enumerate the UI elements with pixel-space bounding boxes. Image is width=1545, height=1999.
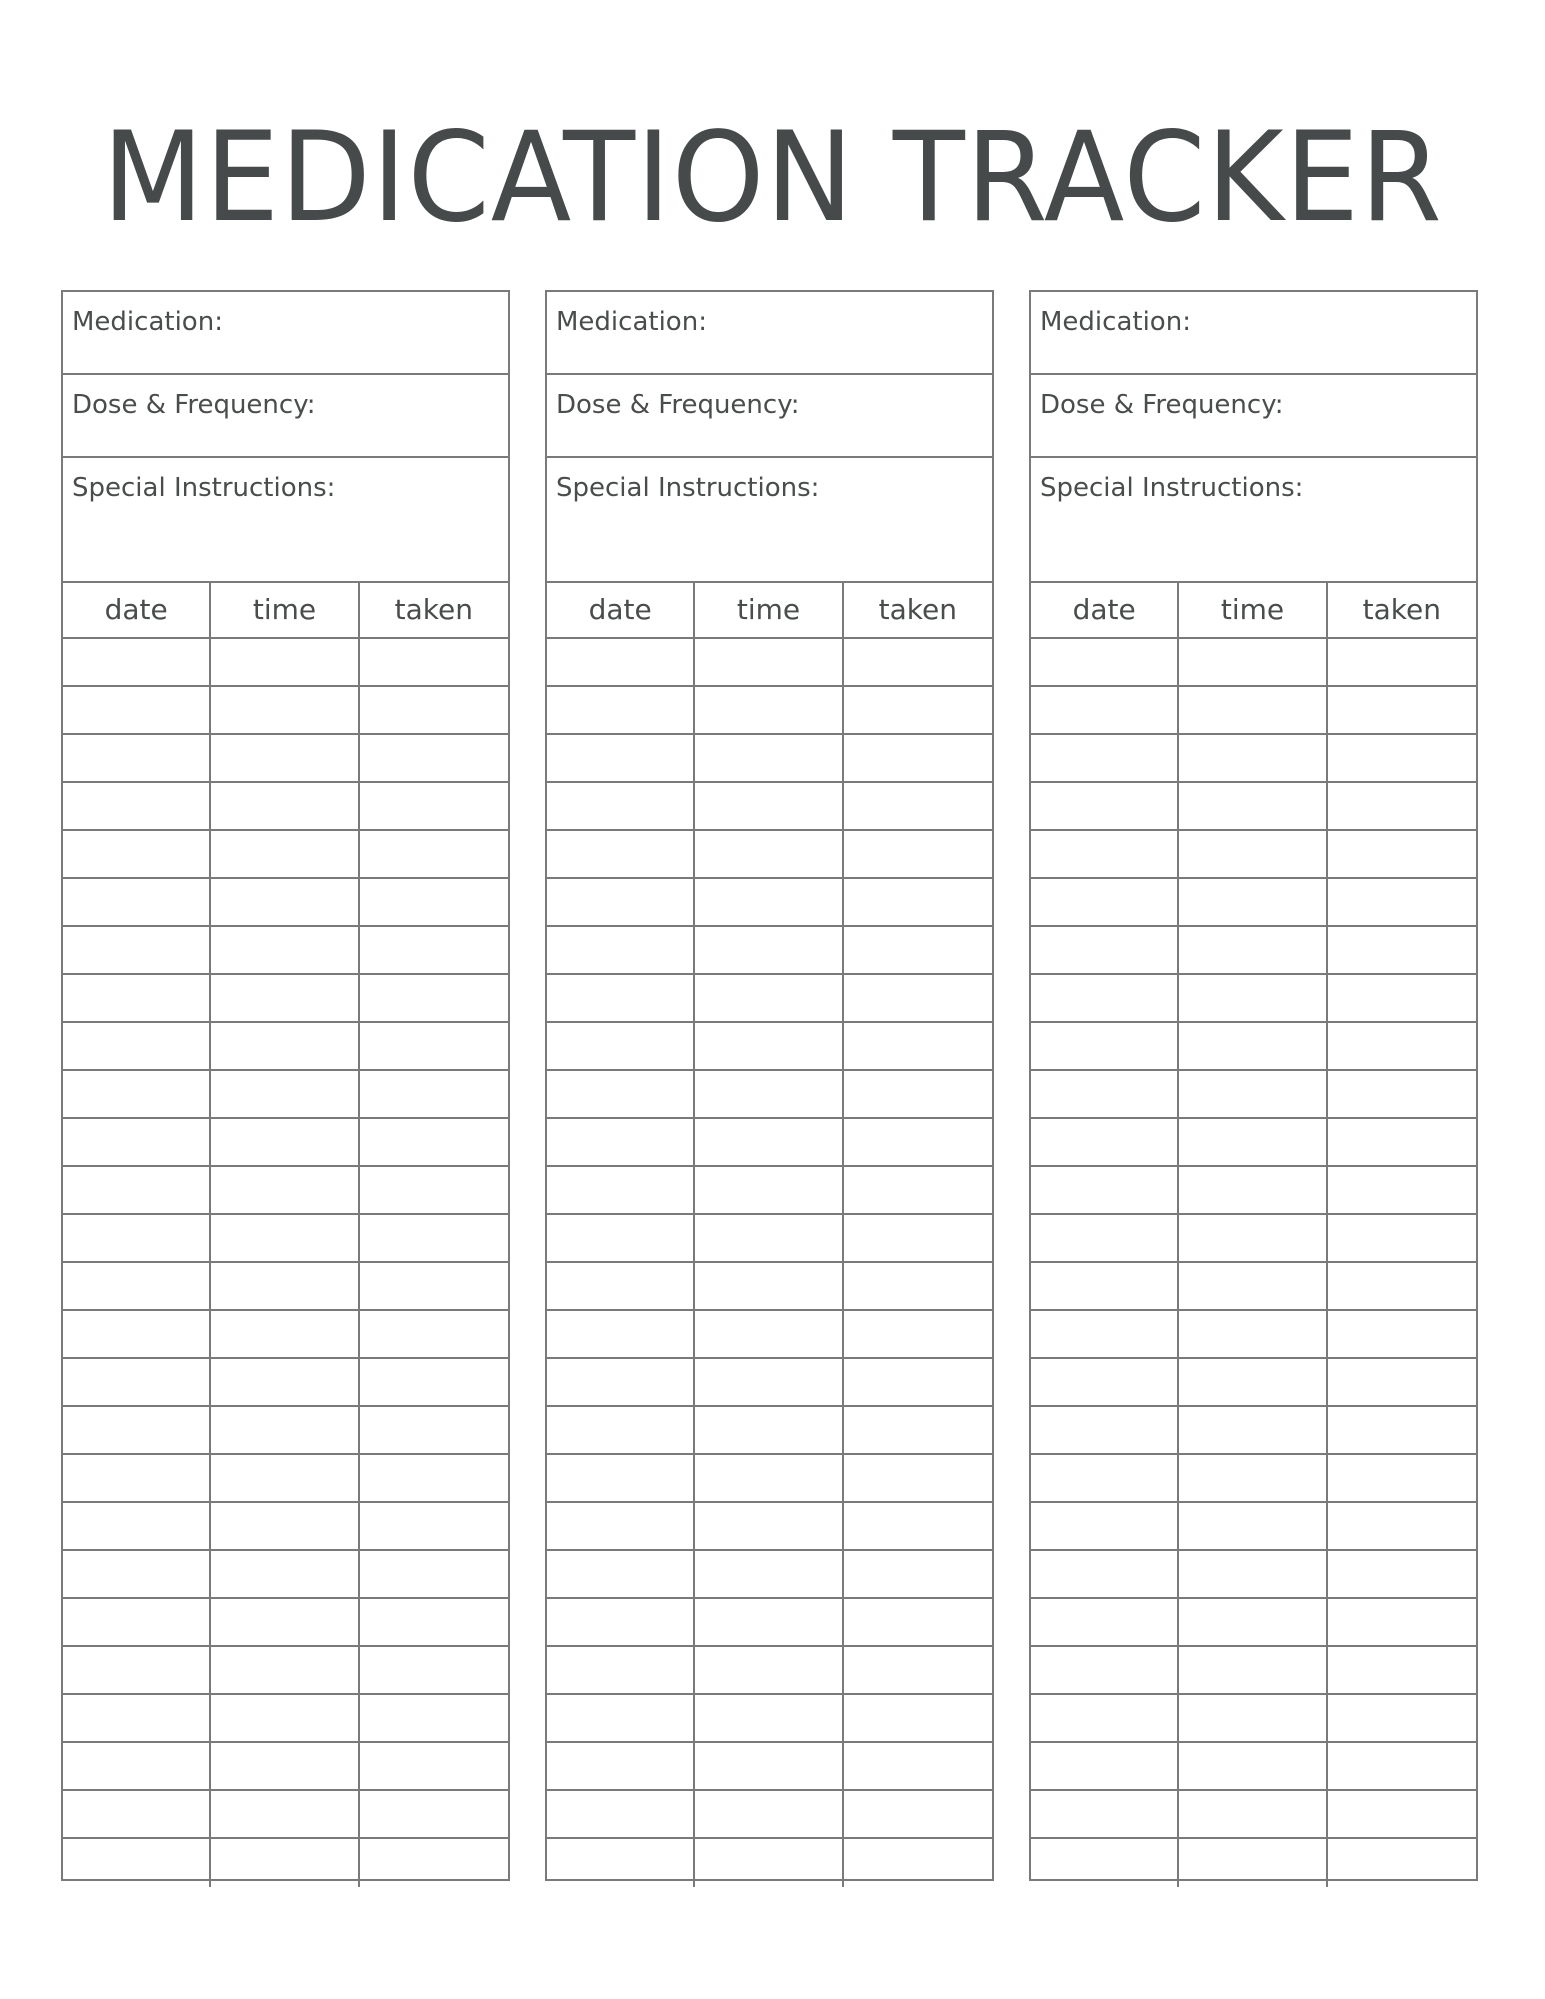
log-cell-taken[interactable] [360,1071,508,1119]
log-cell-date[interactable] [1031,1407,1179,1455]
log-cell-time[interactable] [211,639,359,687]
log-cell-time[interactable] [695,1551,843,1599]
special-instructions-label: Special Instructions: [72,473,336,503]
log-cell-time[interactable] [695,831,843,879]
log-cell-date[interactable] [547,1695,695,1743]
log-cell-time[interactable] [1179,1167,1327,1215]
log-cell-time[interactable] [695,1743,843,1791]
log-cell-date[interactable] [547,1311,695,1359]
log-cell-taken[interactable] [844,1503,992,1551]
log-cell-time[interactable] [1179,735,1327,783]
log-cell-time[interactable] [211,1647,359,1695]
log-cell-taken[interactable] [1328,1263,1476,1311]
log-cell-taken[interactable] [360,1695,508,1743]
log-cell-time[interactable] [211,783,359,831]
log-cell-time[interactable] [211,1311,359,1359]
log-cell-date[interactable] [547,1455,695,1503]
log-cell-time[interactable] [1179,1551,1327,1599]
log-cell-date[interactable] [63,879,211,927]
log-table [547,583,992,1887]
log-cell-date[interactable] [1031,687,1179,735]
log-cell-date[interactable] [547,783,695,831]
log-cell-date[interactable] [1031,1119,1179,1167]
log-cell-time[interactable] [211,1695,359,1743]
log-cell-taken[interactable] [1328,1215,1476,1263]
log-cell-time[interactable] [1179,1647,1327,1695]
log-cell-taken[interactable] [1328,927,1476,975]
log-cell-taken[interactable] [360,1119,508,1167]
log-cell-taken[interactable] [1328,1455,1476,1503]
log-cell-date[interactable] [1031,1743,1179,1791]
log-cell-time[interactable] [695,1599,843,1647]
log-cell-time[interactable] [695,1167,843,1215]
dose-frequency-field[interactable] [547,375,992,458]
log-cell-time[interactable] [211,975,359,1023]
log-cell-time[interactable] [1179,1263,1327,1311]
log-cell-taken[interactable] [360,1215,508,1263]
log-cell-date[interactable] [1031,1455,1179,1503]
log-cell-date[interactable] [63,1023,211,1071]
log-cell-taken[interactable] [1328,1167,1476,1215]
log-cell-time[interactable] [211,1167,359,1215]
log-cell-time[interactable] [211,879,359,927]
log-cell-date[interactable] [63,1215,211,1263]
log-cell-time[interactable] [695,927,843,975]
log-cell-time[interactable] [1179,1311,1327,1359]
log-cell-date[interactable] [63,1263,211,1311]
log-cell-date[interactable] [1031,783,1179,831]
log-table [63,583,508,1887]
log-cell-taken[interactable] [844,1791,992,1839]
column-header-taken: taken [1328,583,1476,639]
log-cell-taken[interactable] [360,1167,508,1215]
log-cell-time[interactable] [1179,1743,1327,1791]
log-cell-taken[interactable] [1328,1023,1476,1071]
special-instructions-label: Special Instructions: [556,473,820,503]
tracker-card-2 [545,290,994,1881]
log-cell-date[interactable] [547,1407,695,1455]
log-cell-time[interactable] [211,1071,359,1119]
log-table [1031,583,1476,1887]
log-cell-taken[interactable] [844,687,992,735]
log-cell-date[interactable] [547,1791,695,1839]
medication-label: Medication: [1040,307,1191,337]
log-cell-time[interactable] [695,735,843,783]
log-cell-taken[interactable] [1328,1359,1476,1407]
special-instructions-field[interactable] [547,458,992,583]
log-cell-taken[interactable] [844,1551,992,1599]
log-cell-taken[interactable] [844,1071,992,1119]
tracker-card-3 [1029,290,1478,1881]
log-cell-date[interactable] [547,1839,695,1887]
log-cell-taken[interactable] [360,1407,508,1455]
log-cell-time[interactable] [695,1359,843,1407]
log-cell-date[interactable] [1031,1023,1179,1071]
log-cell-time[interactable] [211,1743,359,1791]
log-cell-date[interactable] [1031,1839,1179,1887]
log-cell-time[interactable] [695,1791,843,1839]
log-cell-taken[interactable] [844,1359,992,1407]
log-cell-time[interactable] [1179,927,1327,975]
log-cell-time[interactable] [695,1071,843,1119]
log-cell-time[interactable] [1179,1215,1327,1263]
log-cell-date[interactable] [1031,1167,1179,1215]
log-cell-time[interactable] [1179,975,1327,1023]
column-header-taken: taken [360,583,508,639]
log-cell-taken[interactable] [360,879,508,927]
log-cell-taken[interactable] [360,1839,508,1887]
log-cell-date[interactable] [1031,831,1179,879]
column-header-time: time [695,583,843,639]
log-cell-date[interactable] [1031,1359,1179,1407]
log-cell-time[interactable] [695,879,843,927]
log-cell-taken[interactable] [844,1599,992,1647]
medication-field[interactable] [1031,292,1476,375]
log-cell-taken[interactable] [1328,1551,1476,1599]
log-cell-taken[interactable] [1328,831,1476,879]
log-cell-date[interactable] [63,1599,211,1647]
log-cell-taken[interactable] [360,1023,508,1071]
log-cell-date[interactable] [547,831,695,879]
log-cell-taken[interactable] [360,1551,508,1599]
log-cell-date[interactable] [547,1359,695,1407]
special-instructions-label: Special Instructions: [1040,473,1304,503]
log-cell-time[interactable] [211,735,359,783]
log-cell-time[interactable] [1179,687,1327,735]
column-header-time: time [1179,583,1327,639]
log-cell-date[interactable] [1031,1551,1179,1599]
log-cell-time[interactable] [695,1311,843,1359]
log-cell-date[interactable] [547,1503,695,1551]
log-cell-time[interactable] [695,975,843,1023]
log-cell-time[interactable] [1179,1071,1327,1119]
log-cell-taken[interactable] [1328,1599,1476,1647]
log-cell-date[interactable] [63,975,211,1023]
medication-label: Medication: [556,307,707,337]
log-cell-date[interactable] [1031,639,1179,687]
log-cell-taken[interactable] [844,1167,992,1215]
log-cell-time[interactable] [211,1407,359,1455]
log-cell-date[interactable] [547,735,695,783]
log-cell-time[interactable] [211,687,359,735]
log-cell-taken[interactable] [360,831,508,879]
log-cell-taken[interactable] [1328,975,1476,1023]
page-title: MEDICATION TRACKER [102,106,1443,250]
log-cell-date[interactable] [547,975,695,1023]
medication-label: Medication: [72,307,223,337]
log-cell-taken[interactable] [1328,1407,1476,1455]
log-cell-date[interactable] [63,783,211,831]
log-cell-date[interactable] [63,639,211,687]
log-cell-taken[interactable] [1328,1695,1476,1743]
log-cell-time[interactable] [211,1599,359,1647]
log-cell-time[interactable] [1179,1791,1327,1839]
log-cell-date[interactable] [63,831,211,879]
log-cell-taken[interactable] [844,1695,992,1743]
log-cell-taken[interactable] [844,1743,992,1791]
log-cell-time[interactable] [1179,639,1327,687]
log-cell-taken[interactable] [360,1263,508,1311]
log-cell-taken[interactable] [844,1647,992,1695]
log-cell-date[interactable] [63,687,211,735]
log-cell-date[interactable] [1031,1503,1179,1551]
log-cell-date[interactable] [547,1071,695,1119]
log-cell-date[interactable] [63,1743,211,1791]
log-cell-date[interactable] [63,1503,211,1551]
log-cell-date[interactable] [63,1359,211,1407]
log-cell-date[interactable] [63,927,211,975]
log-cell-time[interactable] [211,1455,359,1503]
log-cell-taken[interactable] [360,1599,508,1647]
log-cell-time[interactable] [1179,1599,1327,1647]
log-cell-taken[interactable] [844,1023,992,1071]
log-cell-date[interactable] [547,687,695,735]
log-cell-time[interactable] [211,1023,359,1071]
log-cell-date[interactable] [63,1407,211,1455]
medication-field[interactable] [547,292,992,375]
medication-field[interactable] [63,292,508,375]
log-cell-date[interactable] [547,1647,695,1695]
log-cell-taken[interactable] [844,1455,992,1503]
log-cell-time[interactable] [211,1263,359,1311]
column-header-time: time [211,583,359,639]
log-cell-taken[interactable] [844,927,992,975]
log-cell-time[interactable] [1179,1119,1327,1167]
log-cell-taken[interactable] [1328,687,1476,735]
log-cell-time[interactable] [695,1119,843,1167]
log-cell-time[interactable] [1179,1839,1327,1887]
log-cell-time[interactable] [695,687,843,735]
log-cell-time[interactable] [211,1839,359,1887]
log-cell-time[interactable] [211,1551,359,1599]
log-cell-time[interactable] [695,1647,843,1695]
log-cell-taken[interactable] [360,1455,508,1503]
log-cell-taken[interactable] [844,783,992,831]
log-cell-taken[interactable] [360,1359,508,1407]
log-cell-date[interactable] [1031,735,1179,783]
log-cell-taken[interactable] [360,975,508,1023]
log-cell-time[interactable] [695,1215,843,1263]
log-cell-time[interactable] [1179,1503,1327,1551]
log-cell-date[interactable] [1031,1599,1179,1647]
log-cell-time[interactable] [1179,1455,1327,1503]
log-cell-taken[interactable] [844,831,992,879]
log-cell-taken[interactable] [360,735,508,783]
log-cell-date[interactable] [63,1071,211,1119]
log-cell-date[interactable] [63,1311,211,1359]
log-cell-time[interactable] [1179,1359,1327,1407]
log-cell-time[interactable] [1179,831,1327,879]
log-cell-date[interactable] [547,1743,695,1791]
log-cell-taken[interactable] [844,639,992,687]
column-header-date: date [63,583,211,639]
dose-frequency-field[interactable] [1031,375,1476,458]
log-cell-taken[interactable] [1328,735,1476,783]
log-cell-taken[interactable] [360,927,508,975]
log-cell-date[interactable] [63,735,211,783]
log-cell-time[interactable] [211,1215,359,1263]
log-cell-taken[interactable] [844,1215,992,1263]
log-cell-time[interactable] [695,1503,843,1551]
log-cell-taken[interactable] [844,879,992,927]
log-cell-taken[interactable] [1328,1071,1476,1119]
log-cell-time[interactable] [1179,1407,1327,1455]
log-cell-date[interactable] [547,1167,695,1215]
log-cell-date[interactable] [63,1839,211,1887]
log-cell-taken[interactable] [1328,1503,1476,1551]
log-cell-time[interactable] [211,1503,359,1551]
log-cell-time[interactable] [695,1407,843,1455]
log-cell-date[interactable] [547,927,695,975]
log-cell-taken[interactable] [1328,1743,1476,1791]
log-cell-taken[interactable] [844,1839,992,1887]
column-header-date: date [547,583,695,639]
log-cell-date[interactable] [1031,879,1179,927]
log-cell-time[interactable] [695,639,843,687]
log-cell-taken[interactable] [1328,1311,1476,1359]
log-cell-taken[interactable] [360,1503,508,1551]
log-cell-date[interactable] [1031,1215,1179,1263]
log-cell-taken[interactable] [360,1311,508,1359]
log-cell-date[interactable] [1031,1791,1179,1839]
log-cell-time[interactable] [211,927,359,975]
log-cell-taken[interactable] [1328,783,1476,831]
log-cell-date[interactable] [1031,927,1179,975]
log-cell-date[interactable] [63,1455,211,1503]
column-header-taken: taken [844,583,992,639]
dose-frequency-label: Dose & Frequency: [72,390,316,420]
log-cell-taken[interactable] [844,1119,992,1167]
log-cell-date[interactable] [547,1263,695,1311]
column-header-date: date [1031,583,1179,639]
log-cell-date[interactable] [547,1023,695,1071]
log-cell-date[interactable] [547,1599,695,1647]
log-cell-date[interactable] [63,1167,211,1215]
log-cell-taken[interactable] [844,1263,992,1311]
log-cell-time[interactable] [695,1023,843,1071]
log-cell-taken[interactable] [360,687,508,735]
log-cell-time[interactable] [211,1791,359,1839]
log-cell-time[interactable] [695,1839,843,1887]
log-cell-time[interactable] [1179,1695,1327,1743]
log-cell-date[interactable] [1031,1311,1179,1359]
log-cell-date[interactable] [547,1215,695,1263]
log-cell-date[interactable] [63,1791,211,1839]
log-cell-taken[interactable] [1328,879,1476,927]
log-cell-taken[interactable] [360,783,508,831]
log-cell-taken[interactable] [360,639,508,687]
log-cell-date[interactable] [1031,1695,1179,1743]
log-cell-date[interactable] [547,1119,695,1167]
log-cell-taken[interactable] [844,735,992,783]
log-cell-taken[interactable] [1328,1839,1476,1887]
dose-frequency-label: Dose & Frequency: [556,390,800,420]
log-cell-taken[interactable] [844,1407,992,1455]
log-cell-date[interactable] [547,1551,695,1599]
special-instructions-field[interactable] [63,458,508,583]
log-cell-date[interactable] [1031,1263,1179,1311]
special-instructions-field[interactable] [1031,458,1476,583]
log-cell-taken[interactable] [1328,1119,1476,1167]
log-cell-time[interactable] [1179,1023,1327,1071]
log-cell-time[interactable] [695,1695,843,1743]
dose-frequency-label: Dose & Frequency: [1040,390,1284,420]
log-cell-date[interactable] [1031,1647,1179,1695]
log-cell-time[interactable] [211,1359,359,1407]
log-cell-time[interactable] [1179,879,1327,927]
log-cell-date[interactable] [547,879,695,927]
log-cell-date[interactable] [1031,1071,1179,1119]
log-cell-taken[interactable] [1328,639,1476,687]
log-cell-taken[interactable] [360,1743,508,1791]
log-cell-taken[interactable] [844,1311,992,1359]
log-cell-date[interactable] [63,1695,211,1743]
log-cell-taken[interactable] [1328,1647,1476,1695]
log-cell-time[interactable] [211,1119,359,1167]
log-cell-date[interactable] [63,1119,211,1167]
log-cell-date[interactable] [63,1551,211,1599]
log-cell-date[interactable] [63,1647,211,1695]
log-cell-date[interactable] [547,639,695,687]
log-cell-time[interactable] [695,783,843,831]
log-cell-taken[interactable] [1328,1791,1476,1839]
log-cell-taken[interactable] [844,975,992,1023]
log-cell-time[interactable] [1179,783,1327,831]
dose-frequency-field[interactable] [63,375,508,458]
log-cell-time[interactable] [211,831,359,879]
log-cell-time[interactable] [695,1263,843,1311]
tracker-card-1 [61,290,510,1881]
log-cell-date[interactable] [1031,975,1179,1023]
log-cell-time[interactable] [695,1455,843,1503]
log-cell-taken[interactable] [360,1791,508,1839]
log-cell-taken[interactable] [360,1647,508,1695]
